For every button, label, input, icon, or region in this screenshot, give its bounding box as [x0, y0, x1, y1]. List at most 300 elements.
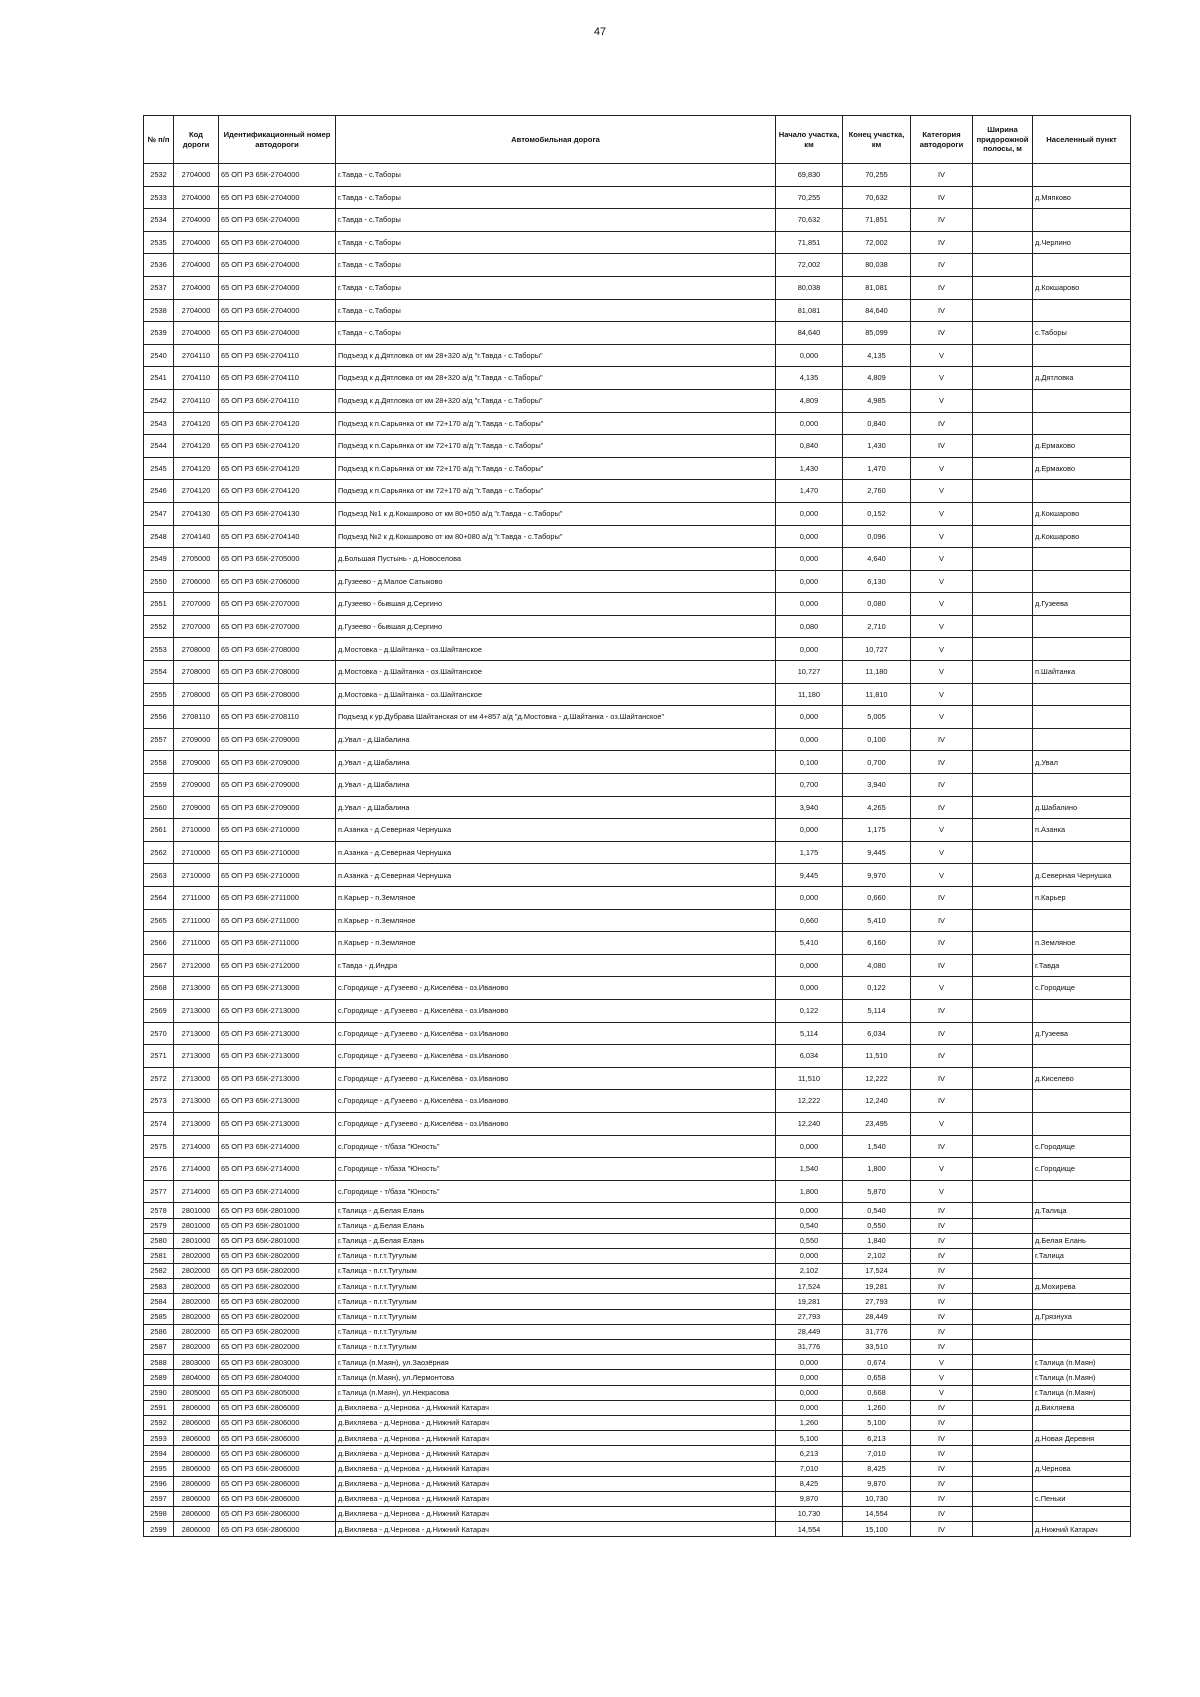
roadside-width: [973, 841, 1033, 864]
segment-start: 1,260: [776, 1415, 843, 1430]
road-ident: 65 ОП РЗ 65К-2801000: [219, 1218, 336, 1233]
road-ident: 65 ОП РЗ 65К-2714000: [219, 1135, 336, 1158]
roadside-width: [973, 1476, 1033, 1491]
roadside-width: [973, 1446, 1033, 1461]
road-category: V: [911, 502, 973, 525]
road-name: д.Мостовка - д.Шайтанка - оз.Шайтанское: [336, 661, 776, 684]
settlement: д.Мохирева: [1033, 1279, 1131, 1294]
table-row: [144, 502, 1131, 525]
row-number: 2567: [144, 954, 174, 977]
segment-start: 0,000: [776, 1400, 843, 1415]
row-number: 2534: [144, 209, 174, 232]
road-name: д.Гузеево - д.Малое Сатыково: [336, 570, 776, 593]
segment-end: 70,632: [843, 186, 911, 209]
segment-start: 1,430: [776, 457, 843, 480]
road-name: п.Азанка - д.Северная Чернушка: [336, 864, 776, 887]
row-number: 2590: [144, 1385, 174, 1400]
road-ident: 65 ОП РЗ 65К-2802000: [219, 1324, 336, 1339]
table-row: [144, 1476, 1131, 1491]
roadside-width: [973, 1324, 1033, 1339]
segment-start: 28,449: [776, 1324, 843, 1339]
road-category: V: [911, 1355, 973, 1370]
table-row: [144, 548, 1131, 571]
road-category: V: [911, 819, 973, 842]
settlement: д.Талица: [1033, 1203, 1131, 1218]
road-name: г.Тавда - с.Таборы: [336, 276, 776, 299]
road-code: 2704120: [174, 457, 219, 480]
settlement: с.Пеньки: [1033, 1491, 1131, 1506]
table-row: [144, 276, 1131, 299]
road-code: 2714000: [174, 1135, 219, 1158]
row-number: 2574: [144, 1112, 174, 1135]
table-row: [144, 593, 1131, 616]
segment-end: 1,430: [843, 435, 911, 458]
segment-end: 0,658: [843, 1370, 911, 1385]
roadside-width: [973, 1294, 1033, 1309]
segment-end: 12,222: [843, 1067, 911, 1090]
row-number: 2558: [144, 751, 174, 774]
segment-end: 6,213: [843, 1431, 911, 1446]
road-ident: 65 ОП РЗ 65К-2803000: [219, 1355, 336, 1370]
settlement: д.Новая Деревня: [1033, 1431, 1131, 1446]
table-row: [144, 932, 1131, 955]
roadside-width: [973, 1233, 1033, 1248]
road-category: IV: [911, 299, 973, 322]
roadside-width: [973, 661, 1033, 684]
roadside-width: [973, 457, 1033, 480]
roadside-width: [973, 774, 1033, 797]
segment-start: 0,000: [776, 412, 843, 435]
road-ident: 65 ОП РЗ 65К-2806000: [219, 1446, 336, 1461]
road-code: 2704000: [174, 231, 219, 254]
table-row: [144, 683, 1131, 706]
segment-start: 0,100: [776, 751, 843, 774]
row-number: 2533: [144, 186, 174, 209]
road-code: 2704000: [174, 299, 219, 322]
road-code: 2713000: [174, 1045, 219, 1068]
road-ident: 65 ОП РЗ 65К-2709000: [219, 774, 336, 797]
segment-start: 0,000: [776, 593, 843, 616]
road-name: д.Увал - д.Шабалина: [336, 751, 776, 774]
settlement: [1033, 389, 1131, 412]
road-code: 2707000: [174, 615, 219, 638]
table-row: [144, 1112, 1131, 1135]
segment-end: 10,730: [843, 1491, 911, 1506]
road-ident: 65 ОП РЗ 65К-2704000: [219, 209, 336, 232]
road-ident: 65 ОП РЗ 65К-2704110: [219, 344, 336, 367]
settlement: д.Ермаково: [1033, 457, 1131, 480]
road-code: 2704130: [174, 502, 219, 525]
road-category: V: [911, 1158, 973, 1181]
roadside-width: [973, 367, 1033, 390]
table-row: [144, 615, 1131, 638]
header-settlement: Населенный пункт: [1033, 116, 1131, 164]
segment-end: 11,180: [843, 661, 911, 684]
segment-start: 0,122: [776, 999, 843, 1022]
roadside-width: [973, 932, 1033, 955]
roadside-width: [973, 1522, 1033, 1537]
road-name: г.Талица - д.Белая Елань: [336, 1233, 776, 1248]
segment-start: 27,793: [776, 1309, 843, 1324]
segment-start: 5,100: [776, 1431, 843, 1446]
road-category: IV: [911, 1294, 973, 1309]
road-code: 2708000: [174, 661, 219, 684]
roadside-width: [973, 502, 1033, 525]
road-ident: 65 ОП РЗ 65К-2713000: [219, 999, 336, 1022]
row-number: 2566: [144, 932, 174, 955]
segment-end: 84,640: [843, 299, 911, 322]
table-row: [144, 1135, 1131, 1158]
segment-end: 5,100: [843, 1415, 911, 1430]
settlement: д.Нижний Катарач: [1033, 1522, 1131, 1537]
segment-end: 0,660: [843, 887, 911, 910]
road-category: IV: [911, 1461, 973, 1476]
table-row: [144, 344, 1131, 367]
segment-end: 0,550: [843, 1218, 911, 1233]
roadside-width: [973, 1180, 1033, 1203]
road-code: 2801000: [174, 1203, 219, 1218]
roadside-width: [973, 1203, 1033, 1218]
row-number: 2549: [144, 548, 174, 571]
road-ident: 65 ОП РЗ 65К-2714000: [219, 1158, 336, 1181]
settlement: [1033, 570, 1131, 593]
road-code: 2713000: [174, 1022, 219, 1045]
road-name: г.Талица (п.Маян), ул.Лермонтова: [336, 1370, 776, 1385]
roadside-width: [973, 1415, 1033, 1430]
table-row: [144, 209, 1131, 232]
table-row: [144, 164, 1131, 187]
table-row: [144, 887, 1131, 910]
table-row: [144, 322, 1131, 345]
road-ident: 65 ОП РЗ 65К-2714000: [219, 1180, 336, 1203]
road-ident: 65 ОП РЗ 65К-2708000: [219, 661, 336, 684]
settlement: п.Шайтанка: [1033, 661, 1131, 684]
road-category: IV: [911, 1218, 973, 1233]
segment-end: 72,002: [843, 231, 911, 254]
settlement: д.Гузеева: [1033, 593, 1131, 616]
table-row: [144, 841, 1131, 864]
table-row: [144, 1090, 1131, 1113]
settlement: с.Таборы: [1033, 322, 1131, 345]
road-ident: 65 ОП РЗ 65К-2706000: [219, 570, 336, 593]
segment-start: 0,840: [776, 435, 843, 458]
roadside-width: [973, 728, 1033, 751]
road-code: 2802000: [174, 1324, 219, 1339]
header-code: Код дороги: [174, 116, 219, 164]
road-code: 2704120: [174, 412, 219, 435]
roadside-width: [973, 299, 1033, 322]
road-code: 2804000: [174, 1370, 219, 1385]
segment-start: 0,000: [776, 706, 843, 729]
table-row: [144, 909, 1131, 932]
roadside-width: [973, 1507, 1033, 1522]
segment-end: 15,100: [843, 1522, 911, 1537]
settlement: [1033, 909, 1131, 932]
table-row: [144, 299, 1131, 322]
road-name: п.Азанка - д.Северная Чернушка: [336, 841, 776, 864]
road-name: д.Увал - д.Шабалина: [336, 774, 776, 797]
settlement: д.Грязнуха: [1033, 1309, 1131, 1324]
road-category: IV: [911, 1507, 973, 1522]
road-code: 2704000: [174, 209, 219, 232]
road-ident: 65 ОП РЗ 65К-2709000: [219, 728, 336, 751]
road-name: п.Карьер - п.Земляное: [336, 887, 776, 910]
roadside-width: [973, 1431, 1033, 1446]
road-name: г.Талица - д.Белая Елань: [336, 1218, 776, 1233]
road-category: IV: [911, 1045, 973, 1068]
road-name: д.Вихляева - д.Чернова - д.Нижний Катарач: [336, 1507, 776, 1522]
road-category: IV: [911, 954, 973, 977]
road-ident: 65 ОП РЗ 65К-2712000: [219, 954, 336, 977]
road-name: д.Вихляева - д.Чернова - д.Нижний Катарач: [336, 1431, 776, 1446]
settlement: д.Чернова: [1033, 1461, 1131, 1476]
table-row: [144, 435, 1131, 458]
segment-end: 14,554: [843, 1507, 911, 1522]
settlement: [1033, 638, 1131, 661]
road-name: с.Городище - д.Гузеево - д.Киселёва - оз.Иваново: [336, 977, 776, 1000]
road-code: 2802000: [174, 1294, 219, 1309]
settlement: г.Талица (п.Маян): [1033, 1385, 1131, 1400]
roadside-width: [973, 615, 1033, 638]
row-number: 2584: [144, 1294, 174, 1309]
segment-end: 9,870: [843, 1476, 911, 1491]
road-ident: 65 ОП РЗ 65К-2704110: [219, 389, 336, 412]
road-name: с.Городище - д.Гузеево - д.Киселёва - оз.Иваново: [336, 1112, 776, 1135]
roadside-width: [973, 1067, 1033, 1090]
table-row: [144, 1022, 1131, 1045]
settlement: [1033, 841, 1131, 864]
road-name: с.Городище - д.Гузеево - д.Киселёва - оз.Иваново: [336, 1090, 776, 1113]
row-number: 2571: [144, 1045, 174, 1068]
settlement: [1033, 1446, 1131, 1461]
roadside-width: [973, 864, 1033, 887]
roadside-width: [973, 1355, 1033, 1370]
table-row: [144, 1522, 1131, 1537]
road-category: IV: [911, 254, 973, 277]
segment-start: 71,851: [776, 231, 843, 254]
segment-end: 1,260: [843, 1400, 911, 1415]
segment-start: 0,700: [776, 774, 843, 797]
row-number: 2598: [144, 1507, 174, 1522]
settlement: с.Городище: [1033, 977, 1131, 1000]
table-row: [144, 1400, 1131, 1415]
road-code: 2802000: [174, 1309, 219, 1324]
segment-start: 80,038: [776, 276, 843, 299]
segment-start: 84,640: [776, 322, 843, 345]
road-code: 2713000: [174, 999, 219, 1022]
segment-end: 7,010: [843, 1446, 911, 1461]
road-code: 2709000: [174, 728, 219, 751]
segment-start: 10,727: [776, 661, 843, 684]
road-name: Подъезд к д.Дятловка от км 28+320 а/д "г.Тавда - с.Таборы": [336, 344, 776, 367]
segment-start: 6,213: [776, 1446, 843, 1461]
segment-start: 70,632: [776, 209, 843, 232]
settlement: г.Талица: [1033, 1248, 1131, 1263]
segment-end: 6,130: [843, 570, 911, 593]
roadside-width: [973, 954, 1033, 977]
table-row: [144, 1491, 1131, 1506]
road-name: д.Мостовка - д.Шайтанка - оз.Шайтанское: [336, 638, 776, 661]
table-row: [144, 570, 1131, 593]
road-name: д.Вихляева - д.Чернова - д.Нижний Катарач: [336, 1400, 776, 1415]
road-name: с.Городище - д.Гузеево - д.Киселёва - оз.Иваново: [336, 999, 776, 1022]
row-number: 2599: [144, 1522, 174, 1537]
road-ident: 65 ОП РЗ 65К-2806000: [219, 1507, 336, 1522]
segment-start: 4,809: [776, 389, 843, 412]
segment-start: 7,010: [776, 1461, 843, 1476]
segment-end: 0,540: [843, 1203, 911, 1218]
segment-start: 0,000: [776, 570, 843, 593]
table-row: [144, 706, 1131, 729]
settlement: д.Северная Чернушка: [1033, 864, 1131, 887]
road-name: г.Талица - п.г.т.Тугулым: [336, 1294, 776, 1309]
settlement: [1033, 1112, 1131, 1135]
road-code: 2806000: [174, 1461, 219, 1476]
table-row: [144, 638, 1131, 661]
table-row: [144, 1415, 1131, 1430]
road-category: V: [911, 525, 973, 548]
road-category: IV: [911, 932, 973, 955]
road-ident: 65 ОП РЗ 65К-2801000: [219, 1233, 336, 1248]
road-code: 2801000: [174, 1218, 219, 1233]
settlement: [1033, 1264, 1131, 1279]
road-code: 2713000: [174, 1090, 219, 1113]
row-number: 2565: [144, 909, 174, 932]
road-category: IV: [911, 1522, 973, 1537]
segment-end: 1,800: [843, 1158, 911, 1181]
road-category: IV: [911, 1491, 973, 1506]
settlement: г.Талица (п.Маян): [1033, 1355, 1131, 1370]
segment-end: 4,985: [843, 389, 911, 412]
table-row: [144, 661, 1131, 684]
road-name: с.Городище - т/база "Юность": [336, 1135, 776, 1158]
roadside-width: [973, 412, 1033, 435]
roadside-width: [973, 638, 1033, 661]
road-ident: 65 ОП РЗ 65К-2704000: [219, 186, 336, 209]
roadside-width: [973, 1218, 1033, 1233]
row-number: 2572: [144, 1067, 174, 1090]
table-row: [144, 1158, 1131, 1181]
road-name: Подъезд к п.Сарьянка от км 72+170 а/д "г.Тавда - с.Таборы": [336, 457, 776, 480]
row-number: 2559: [144, 774, 174, 797]
road-ident: 65 ОП РЗ 65К-2713000: [219, 977, 336, 1000]
road-category: IV: [911, 728, 973, 751]
roadside-width: [973, 1022, 1033, 1045]
segment-start: 1,175: [776, 841, 843, 864]
segment-end: 4,135: [843, 344, 911, 367]
road-code: 2806000: [174, 1491, 219, 1506]
row-number: 2548: [144, 525, 174, 548]
segment-start: 0,000: [776, 887, 843, 910]
segment-start: 0,000: [776, 1203, 843, 1218]
roadside-width: [973, 186, 1033, 209]
row-number: 2560: [144, 796, 174, 819]
road-code: 2708110: [174, 706, 219, 729]
roadside-width: [973, 344, 1033, 367]
segment-start: 12,222: [776, 1090, 843, 1113]
road-category: IV: [911, 796, 973, 819]
roadside-width: [973, 593, 1033, 616]
segment-start: 0,000: [776, 728, 843, 751]
row-number: 2557: [144, 728, 174, 751]
row-number: 2563: [144, 864, 174, 887]
segment-end: 2,102: [843, 1248, 911, 1263]
roadside-width: [973, 209, 1033, 232]
segment-start: 0,660: [776, 909, 843, 932]
roadside-width: [973, 999, 1033, 1022]
road-name: с.Городище - д.Гузеево - д.Киселёва - оз.Иваново: [336, 1045, 776, 1068]
settlement: [1033, 412, 1131, 435]
page-number: 47: [593, 26, 607, 38]
road-ident: 65 ОП РЗ 65К-2711000: [219, 932, 336, 955]
road-name: Подъезд к п.Сарьянка от км 72+170 а/д "г.Тавда - с.Таборы": [336, 412, 776, 435]
road-category: V: [911, 457, 973, 480]
road-ident: 65 ОП РЗ 65К-2713000: [219, 1067, 336, 1090]
settlement: [1033, 1476, 1131, 1491]
roadside-width: [973, 525, 1033, 548]
row-number: 2578: [144, 1203, 174, 1218]
segment-start: 8,425: [776, 1476, 843, 1491]
settlement: д.Черлино: [1033, 231, 1131, 254]
road-ident: 65 ОП РЗ 65К-2806000: [219, 1400, 336, 1415]
road-name: д.Вихляева - д.Чернова - д.Нижний Катарач: [336, 1491, 776, 1506]
segment-end: 1,540: [843, 1135, 911, 1158]
roadside-width: [973, 1090, 1033, 1113]
road-code: 2802000: [174, 1279, 219, 1294]
road-name: д.Увал - д.Шабалина: [336, 728, 776, 751]
roadside-width: [973, 1340, 1033, 1355]
table-row: [144, 1431, 1131, 1446]
row-number: 2547: [144, 502, 174, 525]
road-name: г.Тавда - с.Таборы: [336, 299, 776, 322]
settlement: д.Вихляева: [1033, 1400, 1131, 1415]
settlement: [1033, 1090, 1131, 1113]
segment-start: 17,524: [776, 1279, 843, 1294]
segment-start: 0,000: [776, 344, 843, 367]
segment-start: 0,000: [776, 1370, 843, 1385]
road-code: 2704110: [174, 367, 219, 390]
settlement: [1033, 1415, 1131, 1430]
road-ident: 65 ОП РЗ 65К-2710000: [219, 819, 336, 842]
road-code: 2710000: [174, 841, 219, 864]
segment-end: 4,640: [843, 548, 911, 571]
roadside-width: [973, 1461, 1033, 1476]
row-number: 2597: [144, 1491, 174, 1506]
road-name: г.Тавда - с.Таборы: [336, 209, 776, 232]
road-category: IV: [911, 1400, 973, 1415]
road-name: г.Талица - п.г.т.Тугулым: [336, 1264, 776, 1279]
road-name: с.Городище - д.Гузеево - д.Киселёва - оз.Иваново: [336, 1067, 776, 1090]
road-code: 2704000: [174, 322, 219, 345]
table-row: [144, 1203, 1131, 1218]
segment-end: 1,470: [843, 457, 911, 480]
road-category: IV: [911, 276, 973, 299]
roadside-width: [973, 231, 1033, 254]
road-code: 2704000: [174, 186, 219, 209]
table-row: [144, 728, 1131, 751]
roadside-width: [973, 1158, 1033, 1181]
table-row: [144, 751, 1131, 774]
segment-end: 8,425: [843, 1461, 911, 1476]
table-row: [144, 1340, 1131, 1355]
road-category: IV: [911, 435, 973, 458]
segment-end: 6,160: [843, 932, 911, 955]
road-code: 2713000: [174, 1112, 219, 1135]
segment-start: 11,510: [776, 1067, 843, 1090]
row-number: 2582: [144, 1264, 174, 1279]
segment-start: 0,080: [776, 615, 843, 638]
segment-start: 72,002: [776, 254, 843, 277]
